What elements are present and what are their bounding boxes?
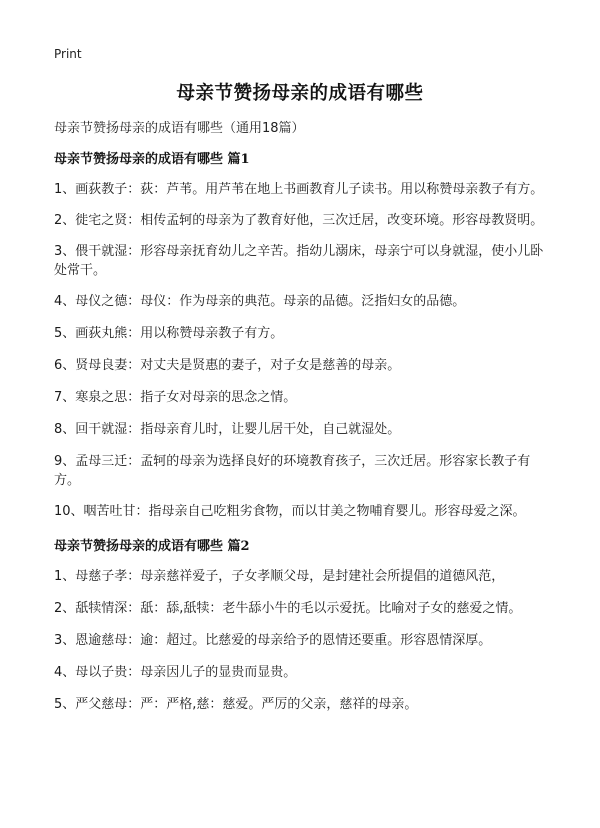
list-item: 4、母以子贵：母亲因儿子的显贵而显贵。 bbox=[54, 665, 297, 680]
section-heading: 母亲节赞扬母亲的成语有哪些 篇2 bbox=[54, 539, 250, 554]
list-item: 10、咽苦吐甘：指母亲自己吃粗劣食物，而以甘美之物哺育婴儿。形容母爱之深。 bbox=[54, 504, 526, 519]
document-subtitle: 母亲节赞扬母亲的成语有哪些（通用18篇） bbox=[54, 121, 305, 136]
section-heading: 母亲节赞扬母亲的成语有哪些 篇1 bbox=[54, 152, 250, 167]
list-item: 4、母仪之德：母仪：作为母亲的典范。母亲的品德。泛指妇女的品德。 bbox=[54, 294, 466, 309]
list-item: 5、严父慈母：严：严格,慈：慈爱。严厉的父亲，慈祥的母亲。 bbox=[54, 697, 418, 712]
print-link[interactable]: Print bbox=[54, 47, 82, 61]
section-2 bbox=[54, 536, 550, 714]
list-item: 2、舐犊情深：舐：舔,舐犊：老牛舔小牛的毛以示爱抚。比喻对子女的慈爱之情。 bbox=[54, 601, 522, 616]
list-item: 9、孟母三迁：孟轲的母亲为选择良好的环境教育孩子，三次迁居。形容家长教子有方。 bbox=[54, 454, 531, 488]
list-item: 3、恩逾慈母：逾：超过。比慈爱的母亲给予的恩情还要重。形容恩情深厚。 bbox=[54, 633, 492, 648]
list-item: 6、贤母良妻：对丈夫是贤惠的妻子，对子女是慈善的母亲。 bbox=[54, 358, 401, 373]
list-item: 2、徙宅之贤：相传孟轲的母亲为了教育好他，三次迁居，改变环境。形容母教贤明。 bbox=[54, 213, 544, 228]
list-item: 3、偎干就湿：形容母亲抚育幼儿之辛苦。指幼儿溺床，母亲宁可以身就湿，使小儿卧处常干。 bbox=[54, 244, 544, 278]
list-item: 5、画荻丸熊：用以称赞母亲教子有方。 bbox=[54, 326, 284, 341]
list-item: 1、母慈子孝：母亲慈祥爱子，子女孝顺父母，是封建社会所提倡的道德风范， bbox=[54, 569, 505, 584]
list-item: 1、画荻教子：荻：芦苇。用芦苇在地上书画教育儿子读书。用以称赞母亲教子有方。 bbox=[54, 182, 544, 197]
section-1 bbox=[54, 149, 550, 521]
list-item: 8、回干就湿：指母亲育儿时，让婴儿居干处，自己就湿处。 bbox=[54, 422, 401, 437]
document-body bbox=[54, 118, 550, 727]
list-item: 7、寒泉之思：指子女对母亲的思念之情。 bbox=[54, 390, 297, 405]
page-title: 母亲节赞扬母亲的成语有哪些 bbox=[176, 83, 424, 104]
